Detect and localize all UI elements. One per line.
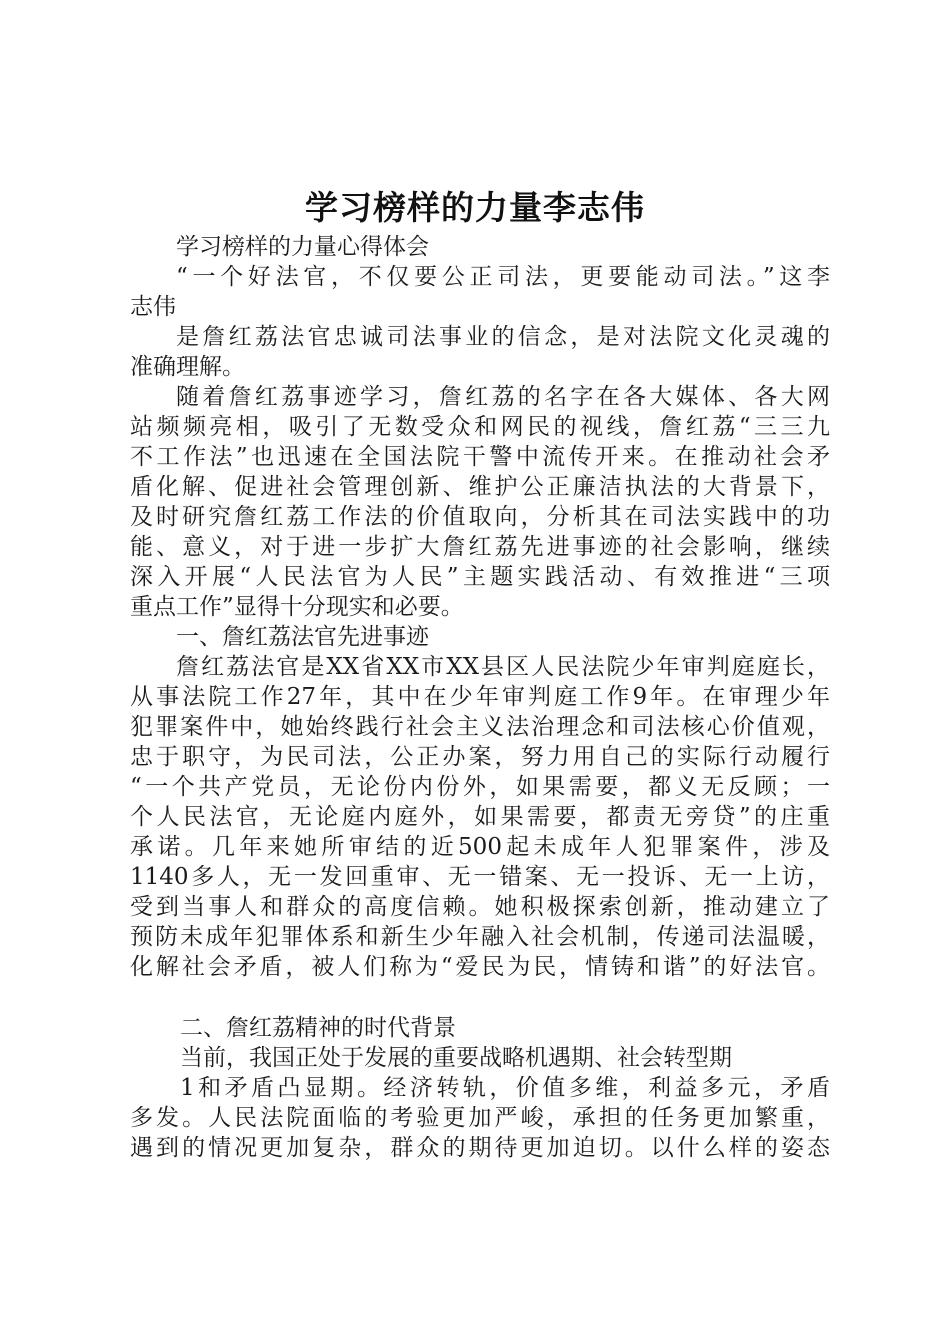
paragraph-line: 犯罪案件中，她始终践行社会主义法治理念和司法核心价值观， xyxy=(130,714,830,740)
paragraph-line: 准确理解。 xyxy=(130,354,245,380)
paragraph-line: 不工作法”也迅速在全国法院干警中流传开来。在推动社会矛 xyxy=(130,444,830,470)
paragraph-line: 个人民法官，无论庭内庭外，如果需要，都责无旁贷”的庄重 xyxy=(130,804,830,830)
paragraph-line: 遇到的情况更加复杂，群众的期待更加迫切。以什么样的姿态 xyxy=(130,1135,830,1161)
paragraph-line: 是詹红荔法官忠诚司法事业的信念，是对法院文化灵魂的 xyxy=(176,324,830,350)
paragraph-line: 随着詹红荔事迹学习，詹红荔的名字在各大媒体、各大网 xyxy=(176,384,830,410)
paragraph-line: 受到当事人和群众的高度信赖。她积极探索创新，推动建立了 xyxy=(130,894,830,920)
paragraph-line: 重点工作”显得十分现实和必要。 xyxy=(130,594,464,620)
paragraph-line: 当前，我国正处于发展的重要战略机遇期、社会转型期 xyxy=(180,1045,732,1071)
paragraph-line: 能、意义，对于进一步扩大詹红荔先进事迹的社会影响，继续 xyxy=(130,534,830,560)
paragraph-line: 预防未成年犯罪体系和新生少年融入社会机制，传递司法温暖， xyxy=(130,924,830,950)
paragraph-line: “一个共产党员，无论份内份外，如果需要，都义无反顾；一 xyxy=(130,774,830,800)
paragraph-line: 学习榜样的力量心得体会 xyxy=(176,234,429,260)
paragraph-line: 从事法院工作27年，其中在少年审判庭工作9年。在审理少年 xyxy=(130,684,830,710)
paragraph-line: 深入开展“人民法官为人民”主题实践活动、有效推进“三项 xyxy=(130,564,830,590)
paragraph-line: “一个好法官，不仅要公正司法，更要能动司法。”这李 xyxy=(176,264,830,290)
section-heading: 二、詹红荔精神的时代背景 xyxy=(180,1015,456,1041)
section-heading: 一、詹红荔法官先进事迹 xyxy=(176,624,429,650)
paragraph-line: 志伟 xyxy=(130,294,176,320)
paragraph-line: 詹红荔法官是XX省XX市XX县区人民法院少年审判庭庭长， xyxy=(176,654,830,680)
paragraph-line: 多发。人民法院面临的考验更加严峻，承担的任务更加繁重， xyxy=(130,1105,830,1131)
paragraph-line: 化解社会矛盾，被人们称为“爱民为民，情铸和谐”的好法官。 xyxy=(130,954,830,980)
document-body xyxy=(130,232,830,1163)
blank-line xyxy=(130,982,830,1013)
paragraph-line: 1140多人，无一发回重审、无一错案、无一投诉、无一上访， xyxy=(130,864,830,890)
paragraph-line: 1和矛盾凸显期。经济转轨，价值多维，利益多元，矛盾 xyxy=(180,1075,830,1101)
paragraph-line: 站频频亮相，吸引了无数受众和网民的视线，詹红荔“三三九 xyxy=(130,414,830,440)
paragraph-line: 及时研究詹红荔工作法的价值取向，分析其在司法实践中的功 xyxy=(130,504,830,530)
paragraph-line: 盾化解、促进社会管理创新、维护公正廉洁执法的大背景下， xyxy=(130,474,830,500)
paragraph-line: 承诺。几年来她所审结的近500起未成年人犯罪案件，涉及 xyxy=(130,834,830,860)
paragraph-line: 忠于职守，为民司法，公正办案，努力用自己的实际行动履行 xyxy=(130,744,830,770)
document-title: 学习榜样的力量李志伟 xyxy=(305,188,645,227)
